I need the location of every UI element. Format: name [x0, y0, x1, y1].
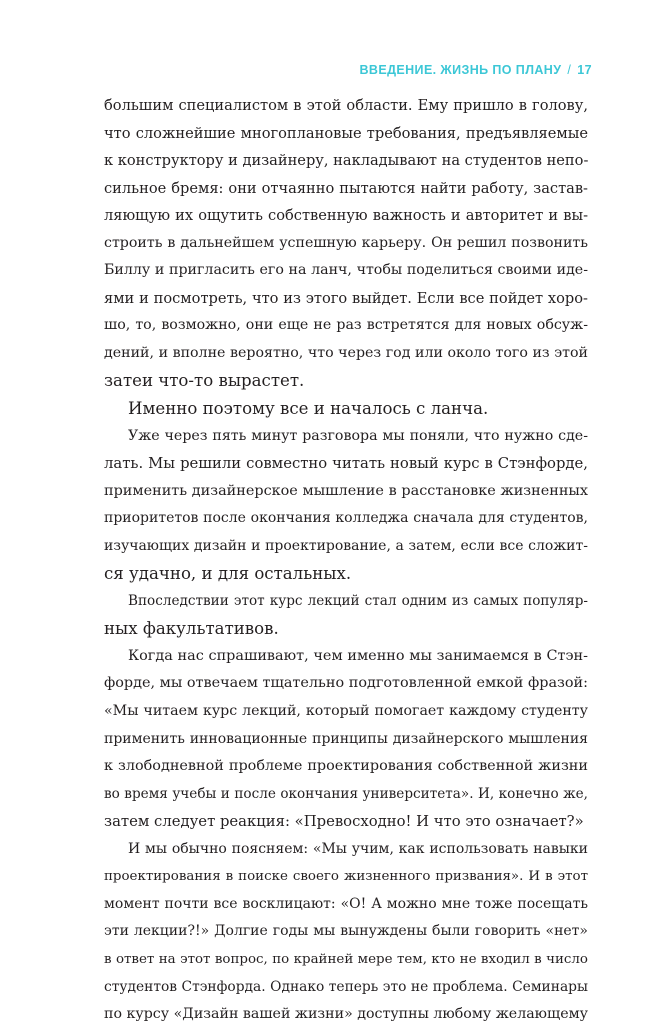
- text-line: лать. Мы решили совместно читать новый курс в Стэнфорде,: [104, 455, 588, 473]
- text-line: дений, и вполне вероятно, что через год или около того из этой: [104, 344, 588, 361]
- text-line: большим специалистом в этой области. Ему пришло в голову,: [104, 97, 588, 114]
- text-line: сильное бремя: они отчаянно пытаются найти работу, застав-: [104, 179, 588, 197]
- text-line: форде, мы отвечаем тщательно подготовленной емкой фразой:: [104, 675, 588, 692]
- text-line: Когда нас спрашивают, чем именно мы занимаемся в Стэн-: [128, 647, 588, 664]
- text-line: изучающих дизайн и проектирование, а затем, если все сложит-: [104, 537, 588, 554]
- section-title: ВВЕДЕНИЕ. ЖИЗНЬ ПО ПЛАНУ: [359, 63, 562, 77]
- text-line: по курсу «Дизайн вашей жизни» доступны любому желающему: [104, 1006, 588, 1023]
- text-line: применить дизайнерское мышление в расстановке жизненных: [104, 482, 588, 499]
- text-line: студентов Стэнфорда. Однако теперь это не проблема. Семинары: [104, 978, 588, 995]
- text-line: шо, то, возможно, они еще не раз встретятся для новых обсуж-: [104, 317, 588, 334]
- text-line: Именно поэтому все и началось с ланча.: [128, 399, 489, 419]
- text-line: затем следует реакция: «Превосходно! И что это означает?»: [104, 813, 584, 831]
- text-line: затеи что-то вырастет.: [104, 371, 305, 391]
- text-line: в ответ на этот вопрос, по крайней мере тем, кто не входил в число: [104, 951, 588, 967]
- text-line: момент почти все восклицают: «О! А можно мне тоже посещать: [104, 895, 588, 912]
- text-line: Уже через пять минут разговора мы поняли, что нужно сде-: [128, 427, 588, 444]
- text-line: проектирования в поиске своего жизненного призвания». И в этот: [104, 869, 588, 885]
- text-line: строить в дальнейшем успешную карьеру. Он решил позвонить: [104, 234, 588, 251]
- text-line: ляющую их ощутить собственную важность и авторитет и вы-: [104, 207, 588, 225]
- text-line: «Мы читаем курс лекций, который помогает каждому студенту: [104, 703, 588, 720]
- text-line: к злободневной проблеме проектирования собственной жизни: [104, 758, 588, 775]
- text-line: эти лекции?!» Долгие годы мы вынуждены были говорить «нет»: [104, 923, 588, 940]
- text-line: ся удачно, и для остальных.: [104, 564, 352, 584]
- page-number: 17: [577, 63, 592, 77]
- text-line: И мы обычно поясняем: «Мы учим, как использовать навыки: [128, 840, 588, 857]
- running-head: [360, 63, 593, 77]
- header-separator: /: [567, 63, 572, 77]
- text-line: к конструктору и дизайнеру, накладывают на студентов непо-: [104, 152, 589, 170]
- text-line: во время учебы и после окончания университета». И, конечно же,: [104, 785, 588, 802]
- text-line: ями и посмотреть, что из этого выйдет. Если все пойдет хоро-: [104, 289, 588, 307]
- text-line: применить инновационные принципы дизайнерского мышления: [104, 730, 588, 747]
- text-line: приоритетов после окончания колледжа сначала для студентов,: [104, 510, 588, 527]
- text-line: ных факультативов.: [104, 619, 279, 639]
- text-line: что сложнейшие многоплановые требования, предъявляемые: [104, 124, 588, 142]
- body-text: [104, 92, 588, 1029]
- text-line: Впоследствии этот курс лекций стал одним из самых популяр-: [128, 592, 588, 609]
- text-line: Биллу и пригласить его на ланч, чтобы поделиться своими иде-: [104, 262, 588, 279]
